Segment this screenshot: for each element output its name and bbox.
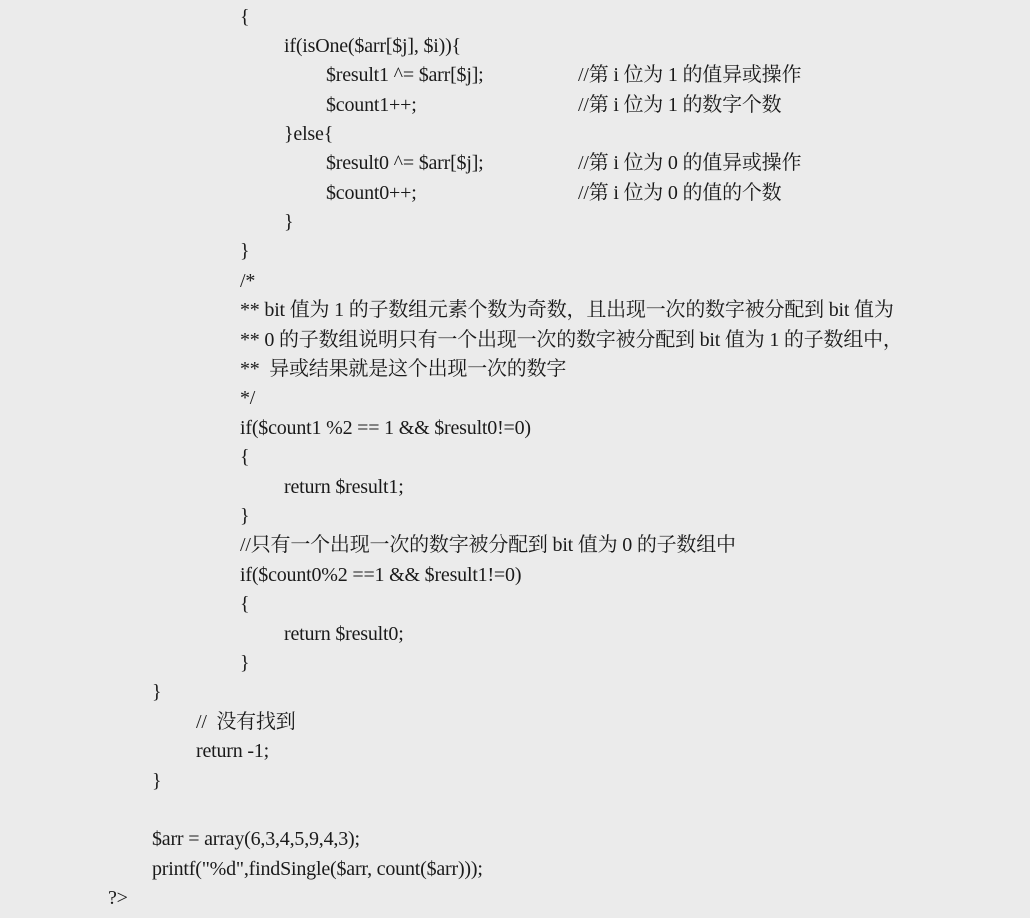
code-line-27: } (152, 770, 162, 792)
code-line-26: return -1; (196, 740, 269, 762)
code-line-6: $result0 ^= $arr[$j]; (326, 152, 484, 174)
inline-comment-3: //第 i 位为 0 的值异或操作 (578, 152, 802, 174)
code-line-13: ** 异或结果就是这个出现一次的数字 (240, 358, 567, 380)
code-line-1: { (240, 6, 250, 28)
code-line-16: { (240, 446, 250, 468)
code-line-8: } (284, 211, 294, 233)
code-line-10: /* (240, 270, 256, 292)
code-line-2: if(isOne($arr[$j], $i)){ (284, 35, 461, 57)
code-line-21: { (240, 593, 250, 615)
inline-comment-1: //第 i 位为 1 的值异或操作 (578, 64, 802, 86)
code-line-5: }else{ (284, 123, 334, 145)
code-line-9: } (240, 240, 250, 262)
code-line-3: $result1 ^= $arr[$j]; (326, 64, 484, 86)
code-line-28: $arr = array(6,3,4,5,9,4,3); (152, 828, 360, 850)
code-line-29: printf("%d",findSingle($arr, count($arr))); (152, 858, 483, 880)
code-line-11: ** bit 值为 1 的子数组元素个数为奇数，且出现一次的数字被分配到 bit 值为 (240, 299, 894, 321)
code-line-25: // 没有找到 (196, 711, 296, 733)
code-line-7: $count0++; (326, 182, 417, 204)
code-line-12: ** 0 的子数组说明只有一个出现一次的数字被分配到 bit 值为 1 的子数组中， (240, 329, 903, 351)
code-line-14: */ (240, 387, 256, 409)
inline-comment-4: //第 i 位为 0 的值的个数 (578, 182, 782, 204)
code-line-20: if($count0%2 ==1 && $result1!=0) (240, 564, 522, 586)
code-line-18: } (240, 505, 250, 527)
code-line-4: $count1++; (326, 94, 417, 116)
code-line-19: //只有一个出现一次的数字被分配到 bit 值为 0 的子数组中 (240, 534, 736, 556)
code-line-15: if($count1 %2 == 1 && $result0!=0) (240, 417, 531, 439)
code-line-22: return $result0; (284, 623, 404, 645)
code-line-17: return $result1; (284, 476, 404, 498)
code-line-23: } (240, 652, 250, 674)
code-line-30: ?> (108, 887, 128, 909)
code-line-24: } (152, 681, 162, 703)
inline-comment-2: //第 i 位为 1 的数字个数 (578, 94, 782, 116)
